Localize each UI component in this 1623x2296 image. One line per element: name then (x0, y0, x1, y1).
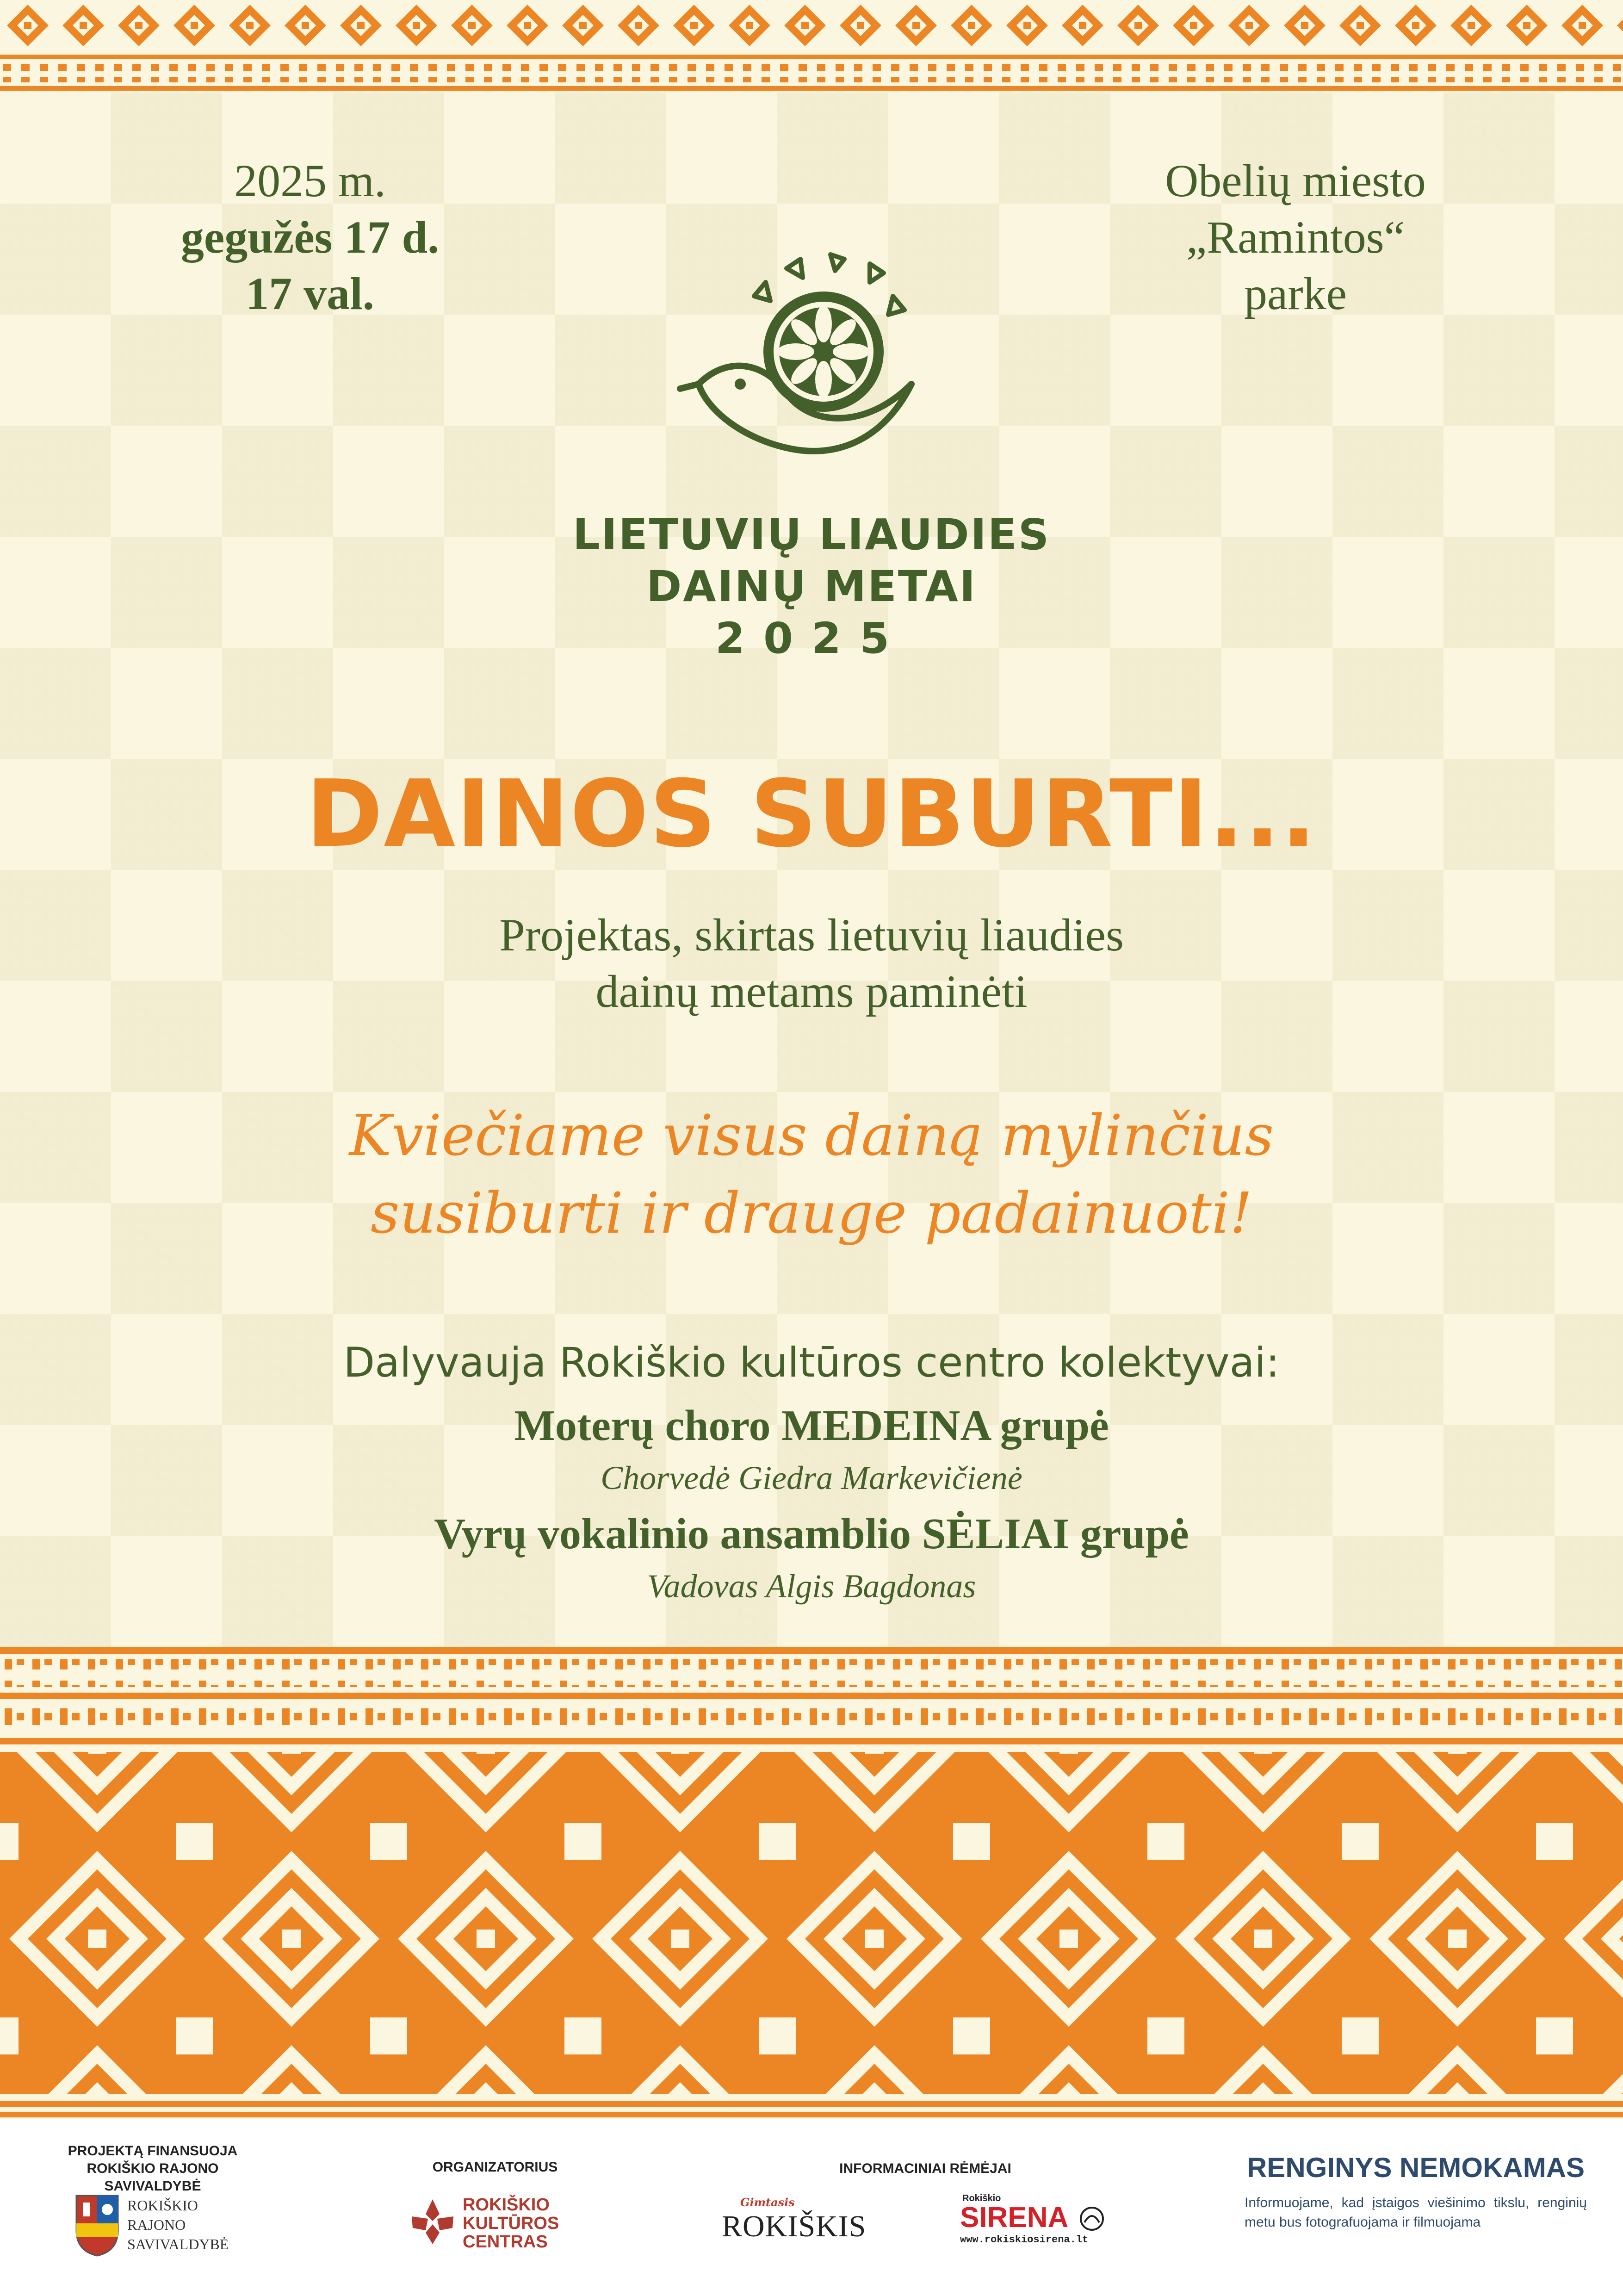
event-time: 17 val. (246, 268, 374, 319)
group-leader: Vadovas Algis Bagdonas (647, 1568, 976, 1605)
municipality-name-line-2: RAJONO (127, 2216, 186, 2233)
sponsor-2-name: SIRENA (960, 2202, 1069, 2234)
municipality-name-line-1: ROKIŠKIO (127, 2197, 198, 2214)
song-year-line-1: LIETUVIŲ LIAUDIES (573, 510, 1050, 559)
funding-label-line-2: ROKIŠKIO RAJONO SAVIVALDYBĖ (87, 2161, 219, 2194)
culture-centre-logo-icon (407, 2196, 458, 2246)
place-line-3: parke (1244, 268, 1347, 319)
participants (118, 1333, 1505, 1612)
song-year-line-3: 2025 (715, 614, 908, 663)
sirena-icon (1078, 2205, 1106, 2233)
funding-label (37, 2142, 268, 2195)
invitation-line-2: susiburti ir drauge padainuoti! (371, 1180, 1252, 1246)
invitation (118, 1097, 1505, 1252)
organizer-name-line-1: ROKIŠKIO (463, 2195, 550, 2215)
photo-notice: Informuojame, kad įstaigos viešinimo tikslu, renginių metu bus fotografuojama ir filmuojama (1245, 2195, 1587, 2230)
group-name: Moterų choro MEDEINA grupė (514, 1402, 1109, 1450)
free-event-badge: RENGINYS NEMOKAMAS (1246, 2152, 1585, 2183)
participants-intro: Dalyvauja Rokiškio kultūros centro kolektyvai: (343, 1339, 1280, 1386)
info-sponsors-label: INFORMACINIAI RĖMĖJAI (839, 2161, 1011, 2176)
project-subtitle (256, 907, 1367, 1020)
main-title: DAINOS SUBURTI... (306, 760, 1317, 868)
subtitle-line-1: Projektas, skirtas lietuvių liaudies (499, 909, 1124, 961)
municipality-name-line-3: SAVIVALDYBĖ (127, 2236, 229, 2253)
organizer-name-line-3: CENTRAS (463, 2232, 548, 2252)
organizer-name (463, 2196, 559, 2251)
place-line-1: Obelių miesto (1165, 155, 1426, 206)
municipality-coat-of-arms-icon (74, 2193, 120, 2258)
group-leader: Chorvedė Giedra Markevičienė (601, 1459, 1022, 1496)
funding-label-line-1: PROJEKTĄ FINANSUOJA (68, 2143, 238, 2159)
municipality-name (127, 2196, 229, 2254)
invitation-line-1: Kviečiame visus dainą mylinčius (349, 1103, 1274, 1168)
song-year-line-2: DAINŲ METAI (646, 562, 977, 611)
organizer-label: ORGANIZATORIUS (432, 2159, 558, 2175)
event-date (102, 153, 518, 322)
song-year-title (349, 509, 1274, 664)
subtitle-line-2: dainų metams paminėti (595, 966, 1028, 1017)
event-place (1055, 153, 1536, 322)
date-day: gegužės 17 d. (180, 211, 440, 263)
group-name: Vyrų vokalinio ansamblio SĖLIAI grupė (434, 1510, 1189, 1558)
organizer-name-line-2: KULTŪROS (463, 2214, 559, 2233)
place-line-2: „Ramintos“ (1186, 211, 1405, 263)
sponsor-2-small: Rokiškio (962, 2193, 1001, 2203)
bird-logo-icon (671, 245, 958, 486)
date-year: 2025 m. (234, 155, 386, 206)
sponsor-1-name: ROKIŠKIS (722, 2209, 867, 2243)
sponsor-2-url: www.rokiskiosirena.lt (960, 2234, 1089, 2246)
sponsor-1-small: Gimtasis (740, 2196, 795, 2209)
top-ornament-band (0, 0, 1623, 93)
bottom-ornament-band (0, 1647, 1623, 2119)
